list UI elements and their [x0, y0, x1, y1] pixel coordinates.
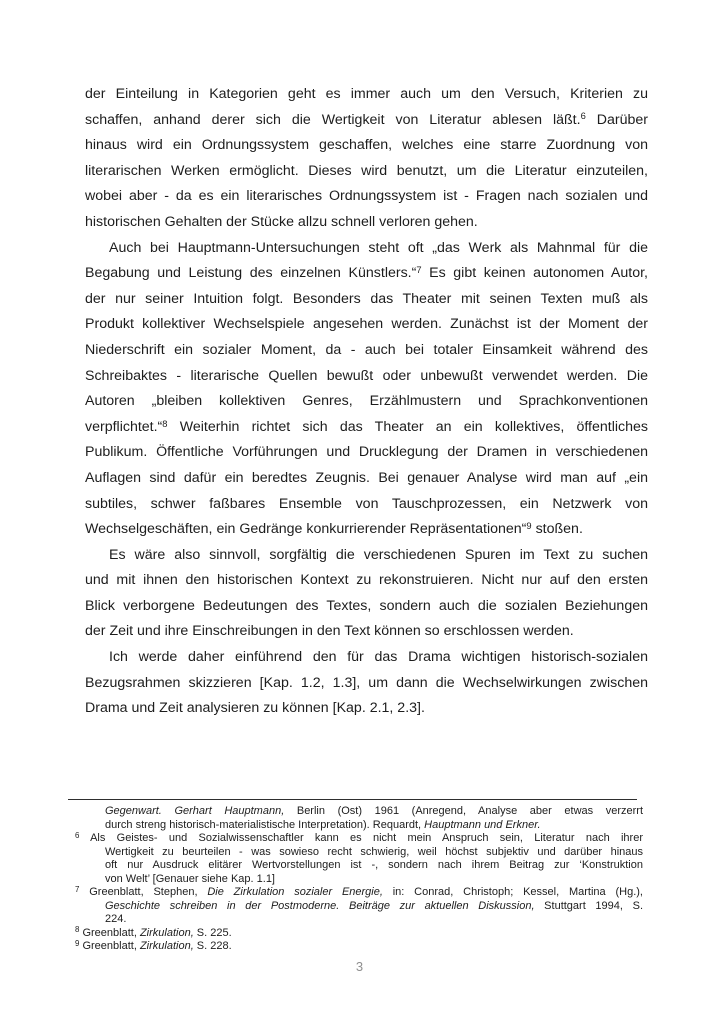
text-line: Ich werde daher einführend den für das Drama wichtigen historisch-sozialen: [109, 649, 648, 666]
text-line: und mit ihnen den historischen Kontext zu rekonstruieren. Nicht nur auf den ersten: [85, 572, 648, 589]
footnote-ref: 6: [580, 111, 586, 122]
text-line: Gegenwart. Gerhart Hauptmann, Berlin (Ost) 1961 (Anregend, Analyse aber etwas verzerrt: [105, 805, 643, 817]
paragraph: [85, 645, 648, 722]
text-line: verpflichtet.“$^8$ Weiterhin richtet sich das Theater an ein kollektives, öffentliches: [85, 418, 648, 435]
text-line: Begabung und Leistung des einzelnen Künstlers.“$^7$ Es gibt keinen autonomen Autor,: [85, 264, 648, 282]
text-line: Auflagen sind dafür ein beredtes Zeugnis. Bei genauer Analyse wird man auf „ein: [85, 469, 648, 486]
text-line: hinaus wird ein Ordnungssystem geschaffen, welches eine starre Zuordnung von: [85, 137, 648, 154]
text-line: Niederschrift ein sozialer Moment, da - auch bei totaler Einsamkeit während des: [85, 341, 648, 358]
text-line: literarischen Werken ermöglicht. Dieses wird benutzt, um die Literatur einzuteilen,: [85, 162, 648, 179]
text-line: Schreibaktes - literarische Quellen bewußt oder unbewußt verwendet werden. Die: [85, 367, 648, 384]
footnote-ref: 8: [162, 418, 168, 429]
text-line: der Einteilung in Kategorien geht es immer auch um den Versuch, Kriterien zu: [85, 86, 648, 102]
italic-text: Zirkulation,: [139, 940, 194, 952]
text-line: Wertigkeit zu beurteilen - was sowieso recht schwierig, weil höchst subjektiv und darüber hinaus: [105, 845, 643, 858]
footnote-7: [75, 884, 644, 927]
text-line: schaffen, anhand derer sich die Wertigkeit von Literatur ablesen läßt.$^6$ Darüber: [85, 111, 648, 128]
text-line: Blick verborgene Bedeutungen des Textes, sondern auch die sozialen Beziehungen: [85, 597, 648, 614]
text-line: durch streng historisch-materialistische Interpretation). Requardt, Hauptmann und Erkner.: [105, 818, 541, 831]
text-line: Bezugsrahmen skizzieren [Kap. 1.2, 1.3], um dann die Wechselwirkungen zwischen: [85, 674, 648, 691]
paragraph: [85, 236, 648, 543]
text-line: Es wäre also sinnvoll, sorgfältig die verschiedenen Spuren im Text zu suchen: [109, 546, 648, 563]
text-line: historischen Gehalten der Stücke allzu schnell verloren gehen.: [85, 213, 478, 230]
footnote-ref: 7: [75, 884, 80, 894]
footnote-6: [75, 830, 643, 886]
text-line: Autoren „bleiben kollektiven Genres, Erzählmustern und Sprachkonventionen: [85, 393, 648, 410]
text-line: der Zeit und ihre Einschreibungen in den Text können so erschlossen werden.: [85, 623, 574, 640]
italic-text: Gegenwart. Gerhart Hauptmann,: [105, 805, 285, 817]
text-line: $^6$ Als Geistes- und Sozialwissenschaftler kann es nicht mein Anspruch sein, Literatur nach ihrer: [75, 830, 643, 844]
text-line: subtiles, schwer faßbares Ensemble von Tauschprozessen, ein Netzwerk von: [85, 495, 648, 512]
italic-text: Die Zirkulation sozialer Energie,: [207, 886, 383, 898]
text-line: Drama und Zeit analysieren zu können [Kap. 2.1, 2.3].: [85, 700, 425, 717]
text-line: Auch bei Hauptmann-Untersuchungen steht oft „das Werk als Mahnmal für die: [109, 239, 648, 256]
text-line: Publikum. Öffentliche Vorführungen und Drucklegung der Dramen in verschiedenen: [85, 444, 648, 461]
footnote-ref: 8: [75, 925, 80, 935]
text-line: Produkt kollektiver Wechselspiele angesehen werden. Zunächst ist der Moment der: [85, 316, 648, 333]
footnote-separator: [68, 799, 637, 800]
text-line: $^7$ Greenblatt, Stephen, Die Zirkulation sozialer Energie, in: Conrad, Christoph; Kessel, Martina (Hg.),: [75, 884, 643, 898]
footnotes-block: [75, 805, 644, 954]
text-line: von Welt’ [Genauer siehe Kap. 1.1]: [105, 872, 275, 885]
italic-text: Hauptmann und Erkner.: [424, 818, 541, 831]
footnote-ref: 6: [75, 830, 80, 840]
text-line: wobei aber - da es ein literarisches Ordnungssystem ist - Fragen nach sozialen und: [85, 188, 648, 205]
page-number: 3: [355, 959, 364, 974]
text-line: 224.: [105, 913, 127, 925]
main-text-block: [85, 82, 648, 722]
paragraph: [85, 82, 648, 236]
footnote-9: [75, 938, 643, 954]
text-line: oft nur Ausdruck elitärer Wertvorstellungen ist -, sondern nach ihrem Beitrag zur ‘Konstruktion: [105, 859, 643, 871]
text-line: der nur seiner Intuition folgt. Besonders das Theater mit seinen Texten muß als: [85, 290, 648, 307]
footnote-ref: 9: [75, 938, 80, 948]
text-line: Geschichte schreiben in der Postmoderne. Beiträge zur aktuellen Diskussion, Stuttgart 1994, S.: [105, 899, 644, 912]
paragraph: [85, 543, 648, 645]
italic-text: Zirkulation,: [139, 926, 194, 939]
text-line: Wechselgeschäften, ein Gedränge konkurrierender Repräsentationen“$^9$ stoßen.: [85, 520, 583, 538]
footnote-8: [75, 925, 643, 941]
text-line: $^8$ Greenblatt, Zirkulation, S. 225.: [75, 925, 232, 939]
text-line: $^9$ Greenblatt, Zirkulation, S. 228.: [75, 938, 232, 952]
footnote-ref: 9: [526, 520, 532, 531]
footnote-continuation: [105, 805, 643, 832]
footnote-ref: 7: [416, 264, 422, 275]
italic-text: Geschichte schreiben in der Postmoderne. Beiträge zur aktuellen Diskussion,: [105, 899, 535, 912]
